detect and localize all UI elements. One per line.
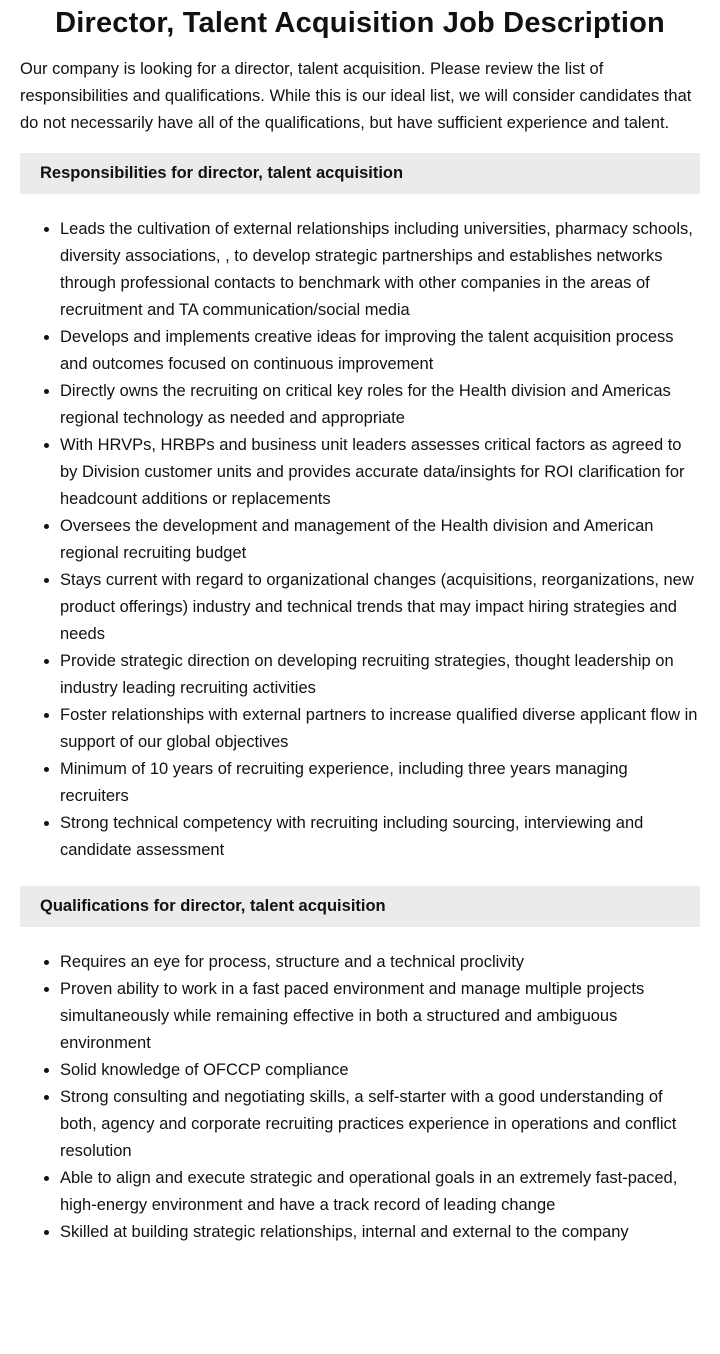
list-item: • With HRVPs, HRBPs and business unit leaders assesses critical factors as agreed to by Division customer units and provides accurate data/insights for ROI clarification for headcount additions or replacements [60, 432, 700, 513]
list-item: • Stays current with regard to organizational changes (acquisitions, reorganizations, new product offerings) industry and technical trends that may impact hiring strategies and needs [60, 567, 700, 648]
qualifications-heading: Qualifications for director, talent acquisition [20, 886, 700, 927]
list-item: • Directly owns the recruiting on critical key roles for the Health division and Americas regional technology as needed and appropriate [60, 378, 700, 432]
list-item: • Able to align and execute strategic and operational goals in an extremely fast-paced, high-energy environment and have a track record of leading change [60, 1165, 700, 1219]
responsibilities-list [20, 216, 700, 864]
list-item: • Skilled at building strategic relationships, internal and external to the company [60, 1219, 700, 1246]
list-item: • Foster relationships with external partners to increase qualified diverse applicant flow in support of our global objectives [60, 702, 700, 756]
intro-paragraph: Our company is looking for a director, talent acquisition. Please review the list of responsibilities and qualifications. While this is our ideal list, we will consider candidates that do not necessarily have all of the qualifications, but have sufficient experience and talent. [20, 60, 692, 132]
list-item: • Minimum of 10 years of recruiting experience, including three years managing recruiters [60, 756, 700, 810]
list-item: • Proven ability to work in a fast paced environment and manage multiple projects simultaneously while remaining effective in both a structured and ambiguous environment [60, 976, 700, 1057]
list-item: • Solid knowledge of OFCCP compliance [60, 1057, 700, 1084]
list-item: • Requires an eye for process, structure and a technical proclivity [60, 949, 700, 976]
list-item: • Provide strategic direction on developing recruiting strategies, thought leadership on industry leading recruiting activities [60, 648, 700, 702]
page-title: Director, Talent Acquisition Job Description [55, 7, 665, 39]
qualifications-list [20, 949, 700, 1246]
list-item: • Strong consulting and negotiating skills, a self-starter with a good understanding of both, agency and corporate recruiting practices experience in operations and conflict resolution [60, 1084, 700, 1165]
list-item: • Oversees the development and management of the Health division and American regional recruiting budget [60, 513, 700, 567]
list-item: • Leads the cultivation of external relationships including universities, pharmacy schools, diversity associations, , to develop strategic partnerships and establishes networks through professional contacts to benchmark with other companies in the areas of recruitment and TA communication/social media [60, 216, 700, 324]
list-item: • Develops and implements creative ideas for improving the talent acquisition process and outcomes focused on continuous improvement [60, 324, 700, 378]
list-item: • Strong technical competency with recruiting including sourcing, interviewing and candidate assessment [60, 810, 700, 864]
responsibilities-heading: Responsibilities for director, talent acquisition [20, 153, 700, 194]
